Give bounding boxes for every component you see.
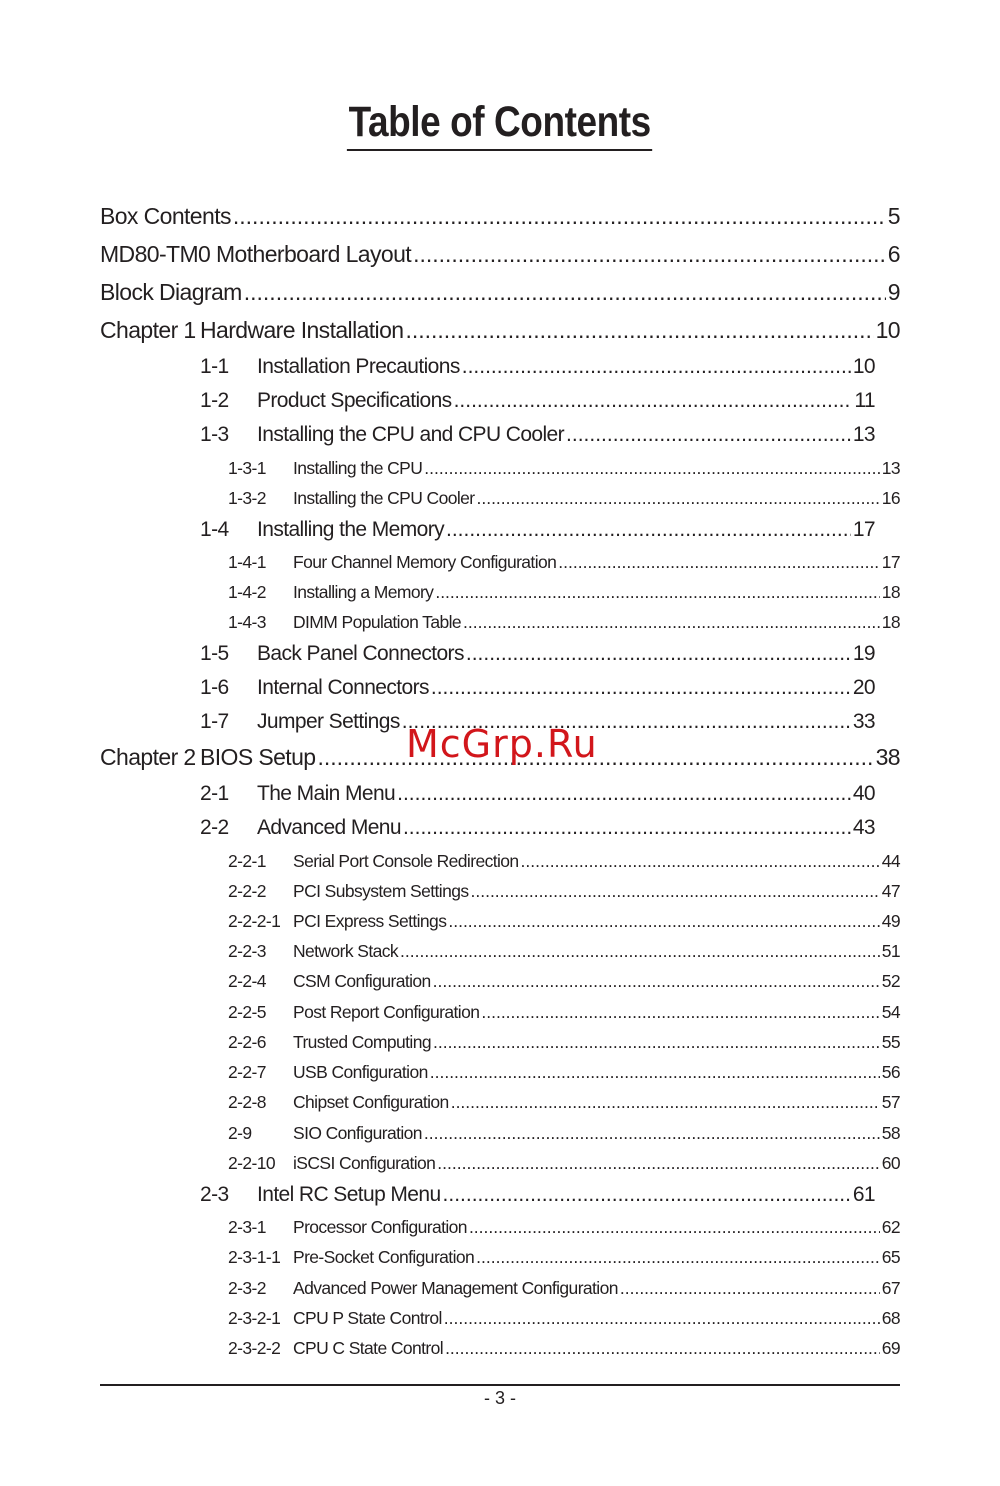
toc-chapter-number: Chapter 2 [100,744,196,770]
dot-leader [463,612,880,633]
toc-subsection-number: 2-2-7 [228,1062,266,1082]
toc-section[interactable] [200,1183,875,1207]
dot-leader [413,241,886,268]
toc-entry-page: 38 [875,744,900,770]
dot-leader [397,782,851,806]
dot-leader [435,582,879,603]
toc-entry-title: Post Report Configuration [293,1002,480,1022]
toc-entry-title: Back Panel Connectors [257,642,464,665]
toc-subsection-number: 2-9 [228,1123,252,1143]
toc-subsection[interactable] [228,881,900,902]
toc-entry-page: 9 [887,279,900,305]
toc-entry-page: 44 [881,851,900,871]
toc-entry-page: 13 [881,458,900,478]
toc-entry-title: Hardware Installation [200,317,404,343]
toc-subsection[interactable] [228,941,900,962]
page-number: - 3 - [483,1388,516,1408]
toc-subsection[interactable] [228,1032,900,1053]
toc-subsection[interactable] [228,612,900,633]
toc-subsection[interactable] [228,1278,900,1299]
toc-subsection[interactable] [228,1062,900,1083]
toc-entry[interactable] [100,279,900,306]
toc-entry-page: 40 [852,782,875,805]
dot-leader [430,1062,880,1083]
dot-leader [462,355,851,379]
dot-leader [521,851,880,872]
toc-entry-title: Installation Precautions [257,355,460,378]
toc-subsection-number: 2-3-1-1 [228,1247,281,1267]
toc-entry[interactable] [100,241,900,268]
dot-leader [437,1153,879,1174]
dot-leader [233,203,886,230]
toc-subsection-number: 1-4-1 [228,552,266,572]
toc-entry-title: Advanced Power Management Configuration [293,1278,618,1298]
toc-entry-title: Chipset Configuration [293,1092,449,1112]
toc-subsection-number: 2-2-2 [228,881,266,901]
toc-subsection-number: 2-3-2 [228,1278,266,1298]
toc-entry-title: SIO Configuration [293,1123,422,1143]
toc-section[interactable] [200,423,875,447]
toc-entry-page: 6 [887,241,900,267]
dot-leader [424,1123,880,1144]
toc-subsection[interactable] [228,1247,900,1268]
toc-entry-title: Advanced Menu [257,816,401,839]
toc-entry-title: CPU C State Control [293,1338,444,1358]
toc-entry-page: 57 [881,1092,900,1112]
toc-section[interactable] [200,816,875,840]
toc-subsection[interactable] [228,1217,900,1238]
dot-leader [403,816,851,840]
toc-entry-title: Box Contents [100,203,231,229]
dot-leader [443,1183,851,1207]
dot-leader [469,1217,880,1238]
toc-subsection[interactable] [228,911,900,932]
toc-section-number: 1-2 [200,389,229,412]
toc-entry-title: The Main Menu [257,782,396,805]
toc-subsection[interactable] [228,458,900,479]
toc-entry-title: Four Channel Memory Configuration [293,552,557,572]
toc-entry-page: 43 [852,816,875,839]
toc-subsection-number: 1-3-2 [228,488,266,508]
dot-leader [451,1092,880,1113]
toc-section-number: 1-6 [200,676,229,699]
toc-section-number: 1-4 [200,518,229,541]
toc-entry-title: Pre-Socket Configuration [293,1247,475,1267]
toc-entry-title: Installing a Memory [293,582,434,602]
toc-entry-page: 67 [881,1278,900,1298]
dot-leader [476,488,879,509]
toc-entry-page: 18 [881,582,900,602]
toc-subsection[interactable] [228,1338,900,1359]
dot-leader [424,458,879,479]
toc-subsection[interactable] [228,1153,900,1174]
toc-entry-page: 56 [881,1062,900,1082]
toc-entry-title: CPU P State Control [293,1308,442,1328]
toc-entry-title: USB Configuration [293,1062,428,1082]
toc-section-number: 2-1 [200,782,229,805]
dot-leader [433,1032,880,1053]
toc-subsection-number: 2-2-8 [228,1092,266,1112]
toc-subsection-number: 2-2-5 [228,1002,266,1022]
toc-entry-title: Intel RC Setup Menu [257,1183,441,1206]
toc-entry-page: 5 [887,203,900,229]
toc-entry-page: 33 [852,710,875,733]
toc-entry-title: Trusted Computing [293,1032,431,1052]
toc-entry-title: Internal Connectors [257,676,429,699]
toc-entry-title: MD80-TM0 Motherboard Layout [100,241,412,267]
toc-entry-title: Network Stack [293,941,399,961]
toc-subsection[interactable] [228,488,900,509]
toc-entry-page: 62 [881,1217,900,1237]
page-title [0,98,1000,151]
toc-section[interactable] [200,782,875,806]
toc-section-number: 2-3 [200,1183,229,1206]
toc-section-number: 2-2 [200,816,229,839]
toc-subsection[interactable] [228,552,900,573]
toc-entry-page: 61 [852,1183,875,1206]
dot-leader [405,317,873,344]
dot-leader [446,518,851,542]
dot-leader [454,389,853,413]
toc-entry-title: Installing the CPU Cooler [293,488,475,508]
page-title-text: Table of Contents [347,98,653,151]
toc-entry-page: 65 [881,1247,900,1267]
toc-entry-title: Installing the CPU and CPU Cooler [257,423,565,446]
dot-leader [431,676,851,700]
toc-entry-page: 60 [881,1153,900,1173]
toc-subsection[interactable] [228,1002,900,1023]
toc-subsection-number: 2-2-6 [228,1032,266,1052]
toc-entry-page: 58 [881,1123,900,1143]
dot-leader [481,1002,879,1023]
toc-subsection[interactable] [228,1092,900,1113]
toc-subsection-number: 2-2-3 [228,941,266,961]
toc-entry-title: Block Diagram [100,279,242,305]
toc-section[interactable] [200,518,875,542]
dot-leader [566,423,851,447]
dot-leader [244,279,886,306]
toc-entry-page: 20 [852,676,875,699]
dot-leader [466,642,851,666]
toc-subsection-number: 2-3-2-2 [228,1338,281,1358]
toc-entry-title: BIOS Setup [200,744,316,770]
dot-leader [445,1338,880,1359]
dot-leader [400,941,880,962]
dot-leader [476,1247,880,1268]
toc-entry-page: 16 [881,488,900,508]
toc-section-number: 1-3 [200,423,229,446]
toc-entry-title: Serial Port Console Redirection [293,851,519,871]
toc-entry-page: 49 [881,911,900,931]
dot-leader [471,881,880,902]
toc-entry-title: Installing the CPU [293,458,423,478]
toc-subsection[interactable] [228,582,900,603]
toc-entry-page: 68 [881,1308,900,1328]
toc-section-number: 1-7 [200,710,229,733]
toc-entry-title: Jumper Settings [257,710,400,733]
watermark: McGrp.Ru [406,722,598,766]
toc-section[interactable] [200,355,875,379]
toc-subsection-number: 2-2-10 [228,1153,275,1173]
toc-chapter-number: Chapter 1 [100,317,196,343]
dot-leader [620,1278,880,1299]
toc-entry-page: 19 [852,642,875,665]
dot-leader [433,971,880,992]
toc-entry-title: PCI Express Settings [293,911,447,931]
toc-subsection-number: 1-3-1 [228,458,266,478]
toc-entry-page: 13 [852,423,875,446]
toc-section-number: 1-1 [200,355,229,378]
toc-entry-page: 55 [881,1032,900,1052]
toc-section[interactable] [200,676,875,700]
toc-subsection-number: 2-2-2-1 [228,911,281,931]
toc-entry-title: Processor Configuration [293,1217,467,1237]
toc-entry-title: DIMM Population Table [293,612,462,632]
dot-leader [444,1308,880,1329]
toc-subsection[interactable] [228,1123,900,1144]
dot-leader [448,911,879,932]
toc-entry-page: 54 [881,1002,900,1022]
footer-divider [100,1384,900,1386]
toc-entry-page: 69 [881,1338,900,1358]
toc-subsection-number: 1-4-2 [228,582,266,602]
toc-subsection-number: 2-3-2-1 [228,1308,281,1328]
toc-entry-page: 11 [854,389,875,412]
toc-entry-title: CSM Configuration [293,971,431,991]
toc-entry-title: iSCSI Configuration [293,1153,436,1173]
toc-section[interactable] [200,642,875,666]
toc-subsection-number: 2-2-4 [228,971,266,991]
toc-entry-page: 51 [881,941,900,961]
toc-entry[interactable] [100,203,900,230]
toc-entry-page: 47 [881,881,900,901]
toc-entry-page: 17 [881,552,900,572]
toc-subsection-number: 1-4-3 [228,612,266,632]
toc-entry-page: 10 [852,355,875,378]
toc-subsection[interactable] [228,971,900,992]
toc-entry-page: 10 [875,317,900,343]
toc-subsection[interactable] [228,851,900,872]
toc-chapter[interactable] [100,317,900,344]
toc-section-number: 1-5 [200,642,229,665]
toc-entry-title: Product Specifications [257,389,452,412]
toc-entry-page: 17 [852,518,875,541]
toc-entry-page: 18 [881,612,900,632]
toc-entry-page: 52 [881,971,900,991]
toc-subsection[interactable] [228,1308,900,1329]
toc-entry-title: Installing the Memory [257,518,444,541]
toc-subsection-number: 2-3-1 [228,1217,266,1237]
toc-section[interactable] [200,389,875,413]
toc-entry-title: PCI Subsystem Settings [293,881,469,901]
toc-subsection-number: 2-2-1 [228,851,266,871]
dot-leader [558,552,879,573]
